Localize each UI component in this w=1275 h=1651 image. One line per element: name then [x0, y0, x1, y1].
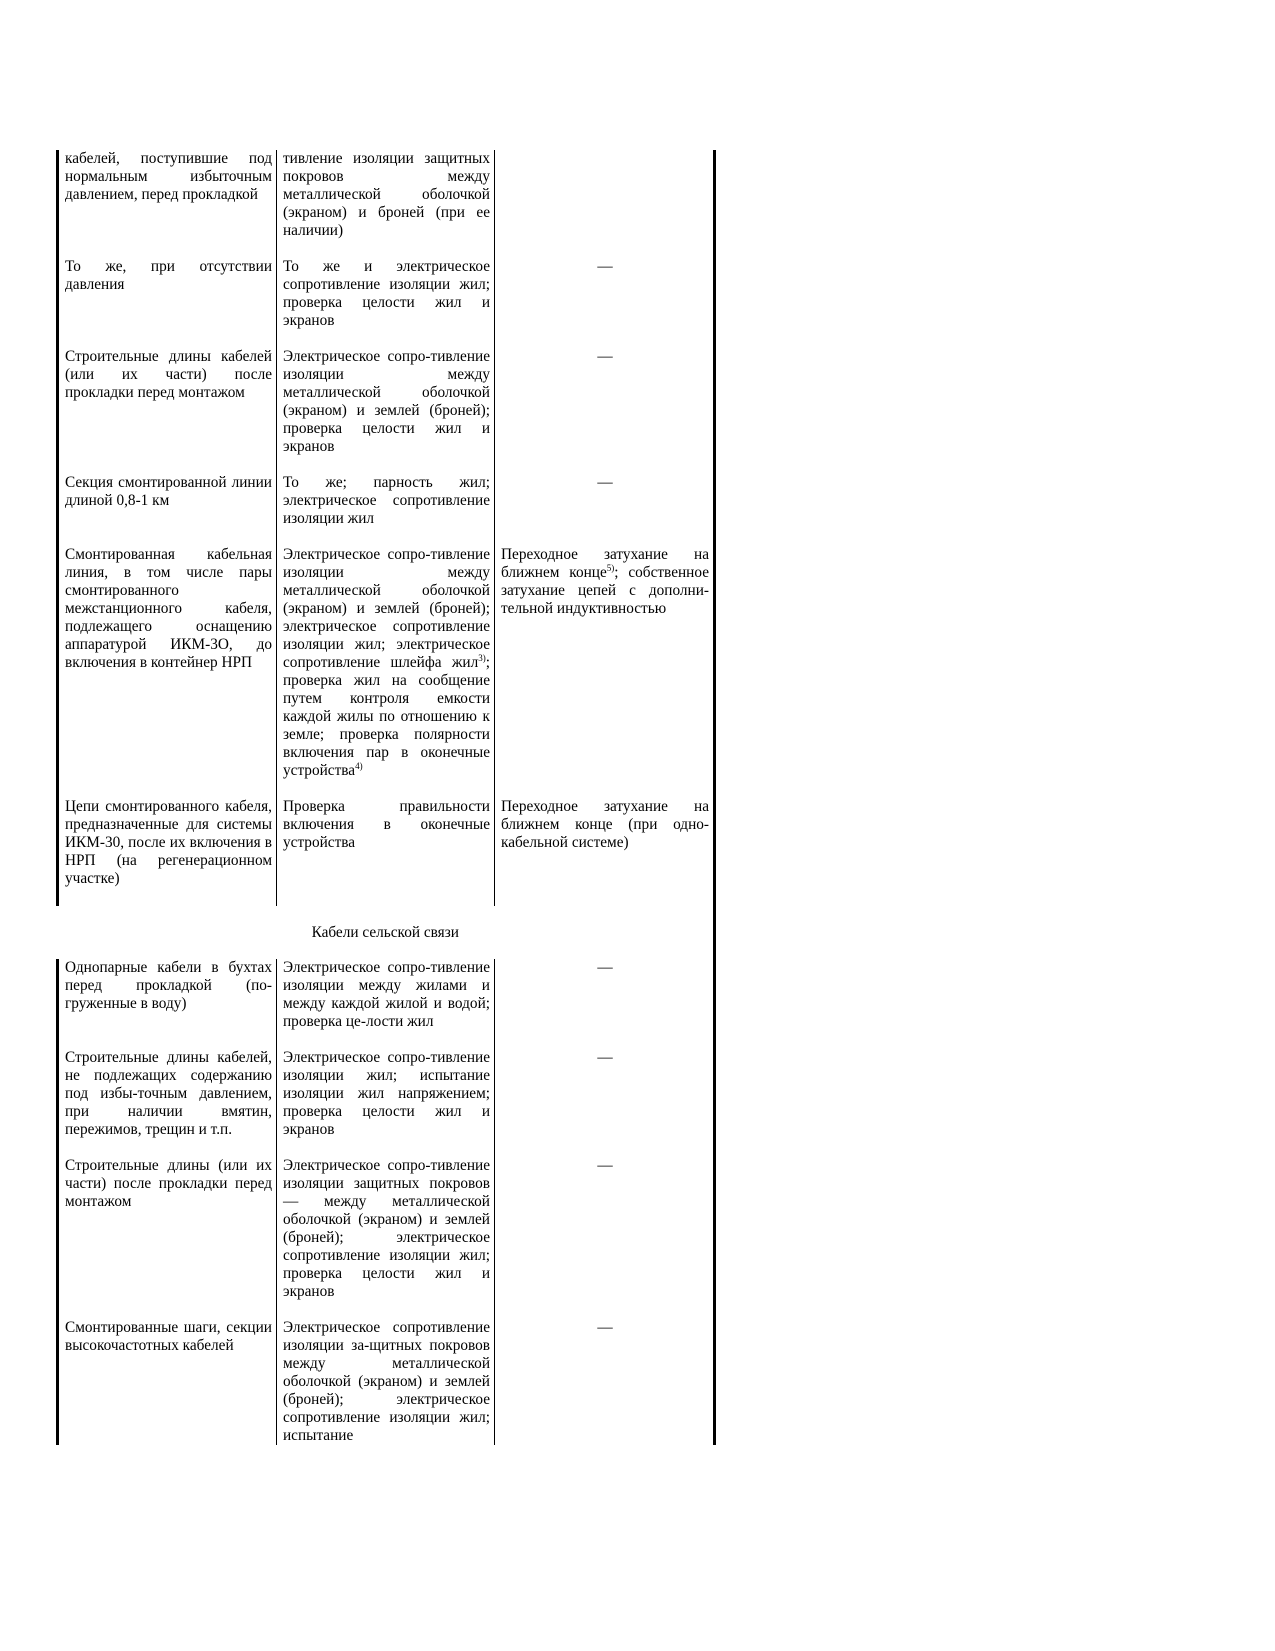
table-row — [58, 348, 715, 456]
ac-tests-cell: — — [495, 1319, 715, 1445]
dc-tests-cell: Электрическое сопро-тивление изоляции между металлической оболочкой (экраном) и землей (броней); проверка целости жил и экранов — [277, 348, 495, 456]
dc-tests-cell: То же и электрическое сопротивление изоляции жил; проверка целости жил и экранов — [277, 258, 495, 330]
cell-text: Электрическое сопро-тивление изоляции между металлической оболочкой (экраном) и землей (броней); электрическое сопротивление изоляции жил; электрическое сопротивление шлейфа жил — [283, 546, 490, 671]
row-spacer — [58, 240, 715, 258]
dc-tests-cell: Электрическое сопро-тивление изоляции жил; испытание изоляции жил напряжением; проверка целости жил и экранов — [277, 1049, 495, 1139]
table-row — [58, 474, 715, 528]
object-cell: Строительные длины кабелей (или их части) после прокладки перед монтажом — [58, 348, 277, 456]
object-cell: Строительные длины (или их части) после прокладки перед монтажом — [58, 1157, 277, 1301]
table-row — [58, 1157, 715, 1301]
ac-tests-cell: — — [495, 1049, 715, 1139]
row-spacer — [58, 528, 715, 546]
ac-tests-cell — [495, 546, 715, 780]
object-cell: кабелей, поступившие под нормальным избыточным давлением, перед прокладкой — [58, 150, 277, 240]
footnote-ref: 5) — [606, 563, 615, 573]
ac-tests-cell: — — [495, 348, 715, 456]
section-title: Кабели сельской связи — [58, 906, 715, 959]
row-spacer — [58, 456, 715, 474]
footnote-ref: 3) — [478, 653, 486, 663]
row-spacer — [58, 780, 715, 798]
cell-text: ; собственное затухание цепей с дополни-тельной индуктивностью — [501, 564, 709, 617]
dc-tests-cell — [277, 546, 495, 780]
object-cell: Секция смонтированной линии длиной 0,8-1 км — [58, 474, 277, 528]
ac-tests-cell: — — [495, 258, 715, 330]
row-spacer — [58, 1301, 715, 1319]
cell-text: Переходное затухание на ближнем конце — [501, 546, 709, 581]
object-cell: Однопарные кабели в бухтах перед прокладкой (по-груженные в воду) — [58, 959, 277, 1031]
cell-text: ; проверка жил на сообщение путем контроля емкости каждой жилы по отношению к земле; проверка полярности включения пар в оконечные устройства — [283, 654, 490, 779]
row-spacer — [58, 888, 715, 906]
object-cell: Строительные длины кабелей, не подлежащих содержанию под избы-точным давлением, при наличии вмятин, пережимов, трещин и т.п. — [58, 1049, 277, 1139]
footnote-ref: 4) — [355, 761, 363, 771]
cable-test-table — [56, 150, 716, 1445]
ac-tests-cell: — — [495, 959, 715, 1031]
table-row — [58, 1319, 715, 1445]
dc-tests-cell: Проверка правильности включения в оконечные устройства — [277, 798, 495, 888]
ac-tests-cell: — — [495, 474, 715, 528]
ac-tests-cell: Переходное затухание на ближнем конце (при одно-кабельной системе) — [495, 798, 715, 888]
dc-tests-cell: Электрическое сопротивление изоляции за-щитных покровов между металлической оболочкой (экраном) и землей (броней); электрическое сопротивление изоляции жил; испытание — [277, 1319, 495, 1445]
row-spacer — [58, 1139, 715, 1157]
table-row — [58, 258, 715, 330]
object-cell: То же, при отсутствии давления — [58, 258, 277, 330]
dc-tests-cell: Электрическое сопро-тивление изоляции защитных покровов — между металлической оболочкой (экраном) и землей (броней); электрическое сопротивление изоляции жил; проверка целости жил и экранов — [277, 1157, 495, 1301]
section-heading-row — [58, 906, 715, 959]
ac-tests-cell: — — [495, 1157, 715, 1301]
object-cell: Цепи смонтированного кабеля, предназначенные для системы ИКМ-30, после их включения в НРП (на регенерационном участке) — [58, 798, 277, 888]
object-cell: Смонтированные шаги, секции высокочастотных кабелей — [58, 1319, 277, 1445]
table-row — [58, 546, 715, 780]
dc-tests-cell: То же; парность жил; электрическое сопротивление изоляции жил — [277, 474, 495, 528]
ac-tests-cell — [495, 150, 715, 240]
object-cell: Смонтированная кабельная линия, в том числе пары смонтированного межстанционного кабеля, подлежащего оснащению аппаратурой ИКМ-3О, до включения в контейнер НРП — [58, 546, 277, 780]
table-row — [58, 959, 715, 1031]
table-row — [58, 150, 715, 240]
document-page — [56, 150, 713, 1445]
row-spacer — [58, 1031, 715, 1049]
dc-tests-cell: Электрическое сопро-тивление изоляции между жилами и между каждой жилой и водой; проверка це-лости жил — [277, 959, 495, 1031]
row-spacer — [58, 330, 715, 348]
dc-tests-cell: тивление изоляции защитных покровов между металлической оболочкой (экраном) и броней (при ее наличии) — [277, 150, 495, 240]
table-row — [58, 1049, 715, 1139]
table-row — [58, 798, 715, 888]
